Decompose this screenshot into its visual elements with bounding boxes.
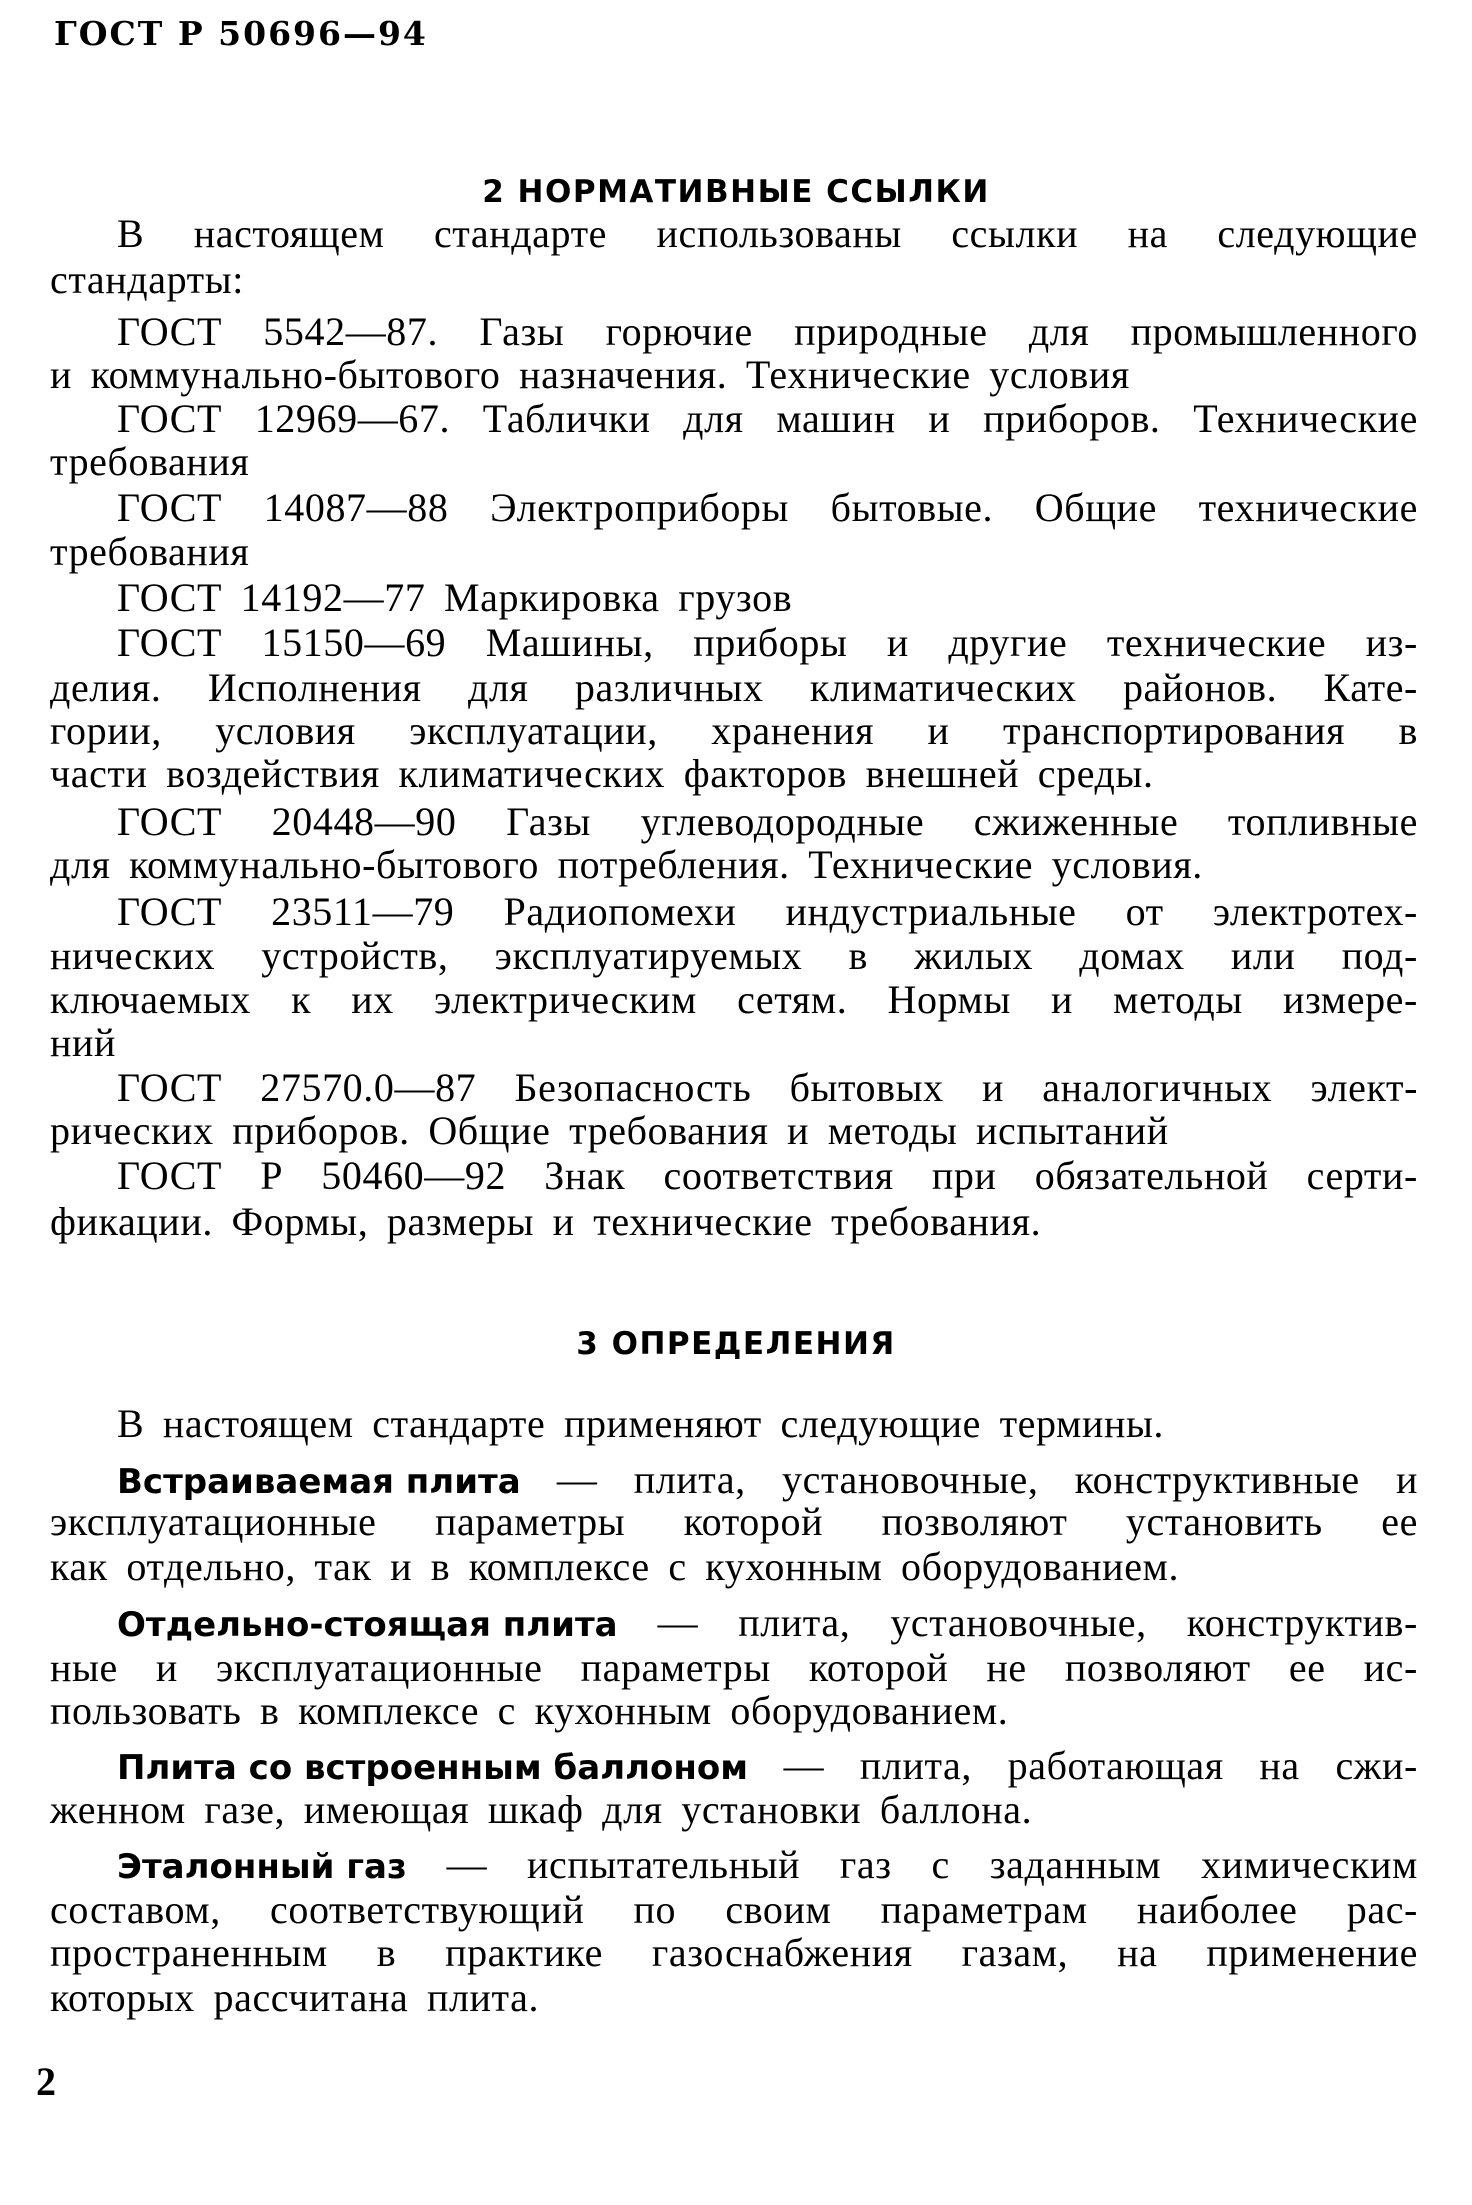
word: из- xyxy=(1365,620,1418,665)
word: плита, xyxy=(633,1457,746,1502)
section-heading-normative-references: 2 НОРМАТИВНЫЕ ССЫЛКИ xyxy=(482,174,990,210)
word: стандарте xyxy=(433,211,608,256)
word: позволяют xyxy=(881,1499,1068,1544)
word: своим xyxy=(725,1887,832,1932)
word: — xyxy=(783,1743,825,1788)
word: 20448—90 xyxy=(271,799,457,844)
word: горючие xyxy=(605,309,753,354)
word: 5542—87. xyxy=(263,309,439,354)
word: от xyxy=(1125,889,1164,934)
word: соответствующий xyxy=(270,1887,585,1932)
word: бытовых xyxy=(789,1065,944,1110)
word: в xyxy=(848,933,869,978)
word: транспортирования xyxy=(1002,708,1346,753)
word: наиболее xyxy=(1136,1887,1298,1932)
text-line xyxy=(117,621,1418,665)
line-text: требования xyxy=(50,439,250,484)
text-line xyxy=(50,1500,1418,1544)
word: В xyxy=(117,211,145,256)
line-text: фикации. Формы, размеры и технические требования. xyxy=(50,1199,1042,1244)
word: измере- xyxy=(1282,977,1418,1022)
word: Газы xyxy=(479,309,565,354)
text-line xyxy=(117,576,1418,620)
word: параметры xyxy=(580,1645,771,1690)
word: к xyxy=(291,977,312,1022)
text-line xyxy=(117,1458,1418,1502)
word: ГОСТ xyxy=(117,889,223,934)
word: ные xyxy=(50,1645,118,1690)
text-line xyxy=(50,1931,1418,1975)
word: практике xyxy=(445,1930,604,1975)
word: климатических xyxy=(809,665,1077,710)
word: Общие xyxy=(1034,485,1157,530)
text-line xyxy=(117,1066,1418,1110)
defined-term: Плита со встроенным баллоном xyxy=(117,1748,748,1788)
word: ГОСТ xyxy=(117,1153,223,1198)
text-line xyxy=(50,1976,1418,2020)
word: и xyxy=(928,396,951,441)
line-text: части воздействия климатических факторов внешней среды. xyxy=(50,751,1154,796)
word: Газы xyxy=(506,799,592,844)
text-line xyxy=(50,353,1418,397)
word: установочные, xyxy=(890,1600,1147,1645)
word: жилых xyxy=(914,933,1034,978)
word: не xyxy=(986,1645,1027,1690)
defined-term: Встраиваемая плита xyxy=(117,1462,521,1502)
defined-term: Отдельно-стоящая плита xyxy=(117,1605,618,1645)
word: на xyxy=(1117,1930,1158,1975)
word: ее xyxy=(1381,1499,1418,1544)
word: на xyxy=(1259,1743,1300,1788)
word: параметрам xyxy=(880,1887,1088,1932)
word: 15150—69 xyxy=(261,620,447,665)
text-line xyxy=(117,397,1418,441)
word: 12969—67. xyxy=(254,396,451,441)
word: ее xyxy=(1288,1645,1326,1690)
word: электрическим xyxy=(433,977,697,1022)
line-text: ГОСТ 14192—77 Маркировка грузов xyxy=(117,575,793,620)
section-heading-definitions: 3 ОПРЕДЕЛЕНИЯ xyxy=(576,1326,896,1362)
word: рас- xyxy=(1346,1887,1418,1932)
word: машин xyxy=(776,396,896,441)
word: Нормы xyxy=(887,977,1011,1022)
text-line xyxy=(117,1744,1418,1788)
text-line xyxy=(117,1154,1418,1198)
word: по xyxy=(633,1887,677,1932)
text-line xyxy=(50,709,1418,753)
word: Машины, xyxy=(485,620,654,665)
word: и xyxy=(155,1645,178,1690)
word: Технические xyxy=(1193,396,1418,441)
word: плита, xyxy=(738,1600,851,1645)
word: ГОСТ xyxy=(117,396,223,441)
text-line xyxy=(50,1646,1418,1690)
word: домах xyxy=(1079,933,1185,978)
word: аналогичных xyxy=(1042,1065,1273,1110)
word: которой xyxy=(683,1499,824,1544)
word: заданным xyxy=(989,1842,1162,1887)
line-text: женном газе, имеющая шкаф для установки баллона. xyxy=(50,1787,1033,1832)
text-line xyxy=(117,1402,1418,1446)
word: их xyxy=(351,977,394,1022)
word: плита, xyxy=(859,1743,972,1788)
text-line xyxy=(117,212,1418,256)
word: газ xyxy=(839,1842,892,1887)
word: промышленного xyxy=(1130,309,1418,354)
page-number: 2 xyxy=(36,2059,56,2104)
line-text: стандарты: xyxy=(50,257,244,302)
text-line xyxy=(50,1200,1418,1244)
word: эксплуатируемых xyxy=(494,933,803,978)
word: эксплуатации, xyxy=(409,708,658,753)
word: электротех- xyxy=(1212,889,1418,934)
text-line xyxy=(117,800,1418,844)
word: приборы xyxy=(693,620,848,665)
word: природные xyxy=(794,309,988,354)
word: различных xyxy=(574,665,764,710)
word: делия. xyxy=(50,665,162,710)
word: приборов. xyxy=(983,396,1161,441)
word: эксплуатационные xyxy=(50,1499,377,1544)
word: составом, xyxy=(50,1887,221,1932)
word: использованы xyxy=(656,211,902,256)
word: Знак xyxy=(544,1153,626,1198)
word: в xyxy=(376,1930,397,1975)
word: обязательной xyxy=(1034,1153,1269,1198)
text-line xyxy=(117,310,1418,354)
text-line xyxy=(50,1689,1418,1733)
text-line xyxy=(50,1545,1418,1589)
text-line xyxy=(117,486,1418,530)
word: другие xyxy=(948,620,1068,665)
word: устройств, xyxy=(261,933,449,978)
text-line xyxy=(50,1109,1418,1153)
text-line xyxy=(50,978,1418,1022)
word: для xyxy=(468,665,529,710)
text-line xyxy=(50,440,1418,484)
word: Исполнения xyxy=(207,665,422,710)
word: под- xyxy=(1341,933,1418,978)
text-line xyxy=(50,1021,1418,1065)
word: элект- xyxy=(1310,1065,1418,1110)
word: ГОСТ xyxy=(117,309,223,354)
word: параметры xyxy=(434,1499,626,1544)
word: гории, xyxy=(50,708,162,753)
word: конструктивные xyxy=(1074,1457,1360,1502)
word: нических xyxy=(50,933,216,978)
word: химическим xyxy=(1201,1842,1418,1887)
word: при xyxy=(931,1153,997,1198)
text-line xyxy=(50,1788,1418,1832)
word: следующие xyxy=(1217,211,1418,256)
line-text: пользовать в комплексе с кухонным оборудованием. xyxy=(50,1688,1009,1733)
word: установить xyxy=(1125,1499,1323,1544)
word: технические xyxy=(1106,620,1327,665)
line-text: ний xyxy=(50,1020,117,1065)
word: районов. xyxy=(1122,665,1278,710)
word: которой xyxy=(808,1645,949,1690)
word: эксплуатационные xyxy=(216,1645,543,1690)
word: углеводородные xyxy=(640,799,925,844)
word: настоящем xyxy=(193,211,385,256)
word: сжиженные xyxy=(973,799,1179,844)
word: бытовые. xyxy=(830,485,994,530)
word: на xyxy=(1127,211,1168,256)
word: конструктив- xyxy=(1186,1600,1418,1645)
word: ключаемых xyxy=(50,977,251,1022)
word: — xyxy=(446,1842,488,1887)
word: ГОСТ xyxy=(117,1065,223,1110)
word: ссылки xyxy=(951,211,1079,256)
word: соответствия xyxy=(663,1153,894,1198)
line-text: В настоящем стандарте применяют следующие термины. xyxy=(117,1401,1165,1446)
text-line xyxy=(117,1843,1418,1887)
word: в xyxy=(1398,708,1418,753)
word: — xyxy=(657,1600,699,1645)
text-line xyxy=(50,258,1418,302)
word: и xyxy=(886,620,909,665)
defined-term: Эталонный газ xyxy=(117,1847,407,1887)
word: пространенным xyxy=(50,1930,328,1975)
word: позволяют xyxy=(1064,1645,1251,1690)
word: сжи- xyxy=(1335,1743,1418,1788)
word: 23511—79 xyxy=(271,889,455,934)
word: топливные xyxy=(1227,799,1418,844)
line-text: рических приборов. Общие требования и методы испытаний xyxy=(50,1108,1169,1153)
word: условия xyxy=(215,708,356,753)
word: испытательный xyxy=(527,1842,801,1887)
word: для xyxy=(1028,309,1090,354)
word: 27570.0—87 xyxy=(260,1065,477,1110)
text-line xyxy=(117,1601,1418,1645)
word: индустриальные xyxy=(785,889,1077,934)
word: Р xyxy=(260,1153,284,1198)
word: Радиопомехи xyxy=(503,889,737,934)
word: Кате- xyxy=(1323,665,1418,710)
word: серти- xyxy=(1306,1153,1418,1198)
word: и xyxy=(1051,977,1074,1022)
line-text: как отдельно, так и в комплексе с кухонным оборудованием. xyxy=(50,1544,1180,1589)
running-header: ГОСТ Р 50696—94 xyxy=(54,14,428,53)
word: хранения xyxy=(711,708,875,753)
word: технические xyxy=(1198,485,1418,530)
word: или xyxy=(1230,933,1296,978)
word: ГОСТ xyxy=(117,620,223,665)
word: — xyxy=(556,1457,598,1502)
line-text: для коммунально-бытового потребления. Технические условия. xyxy=(50,842,1203,887)
text-line xyxy=(50,752,1418,796)
text-line xyxy=(50,843,1418,887)
word: Безопасность xyxy=(514,1065,752,1110)
text-line xyxy=(50,666,1418,710)
text-line xyxy=(117,890,1418,934)
word: методы xyxy=(1113,977,1243,1022)
word: ис- xyxy=(1363,1645,1418,1690)
word: применение xyxy=(1206,1930,1418,1975)
word: ГОСТ xyxy=(117,799,223,844)
text-line xyxy=(50,934,1418,978)
word: ГОСТ xyxy=(117,485,223,530)
word: сетям. xyxy=(737,977,848,1022)
text-line xyxy=(50,1888,1418,1932)
word: и xyxy=(981,1065,1004,1110)
word: и xyxy=(1395,1457,1418,1502)
word: для xyxy=(683,396,744,441)
word: газам, xyxy=(961,1930,1069,1975)
word: Таблички xyxy=(482,396,651,441)
word: Электроприборы xyxy=(490,485,790,530)
word: и xyxy=(927,708,950,753)
word: газоснабжения xyxy=(651,1930,913,1975)
word: 14087—88 xyxy=(263,485,449,530)
word: установочные, xyxy=(782,1457,1039,1502)
line-text: которых рассчитана плита. xyxy=(50,1975,540,2020)
word: работающая xyxy=(1007,1743,1224,1788)
word: 50460—92 xyxy=(321,1153,507,1198)
word: с xyxy=(931,1842,950,1887)
text-line xyxy=(50,530,1418,574)
line-text: и коммунально-бытового назначения. Технические условия xyxy=(50,352,1130,397)
line-text: требования xyxy=(50,529,250,574)
